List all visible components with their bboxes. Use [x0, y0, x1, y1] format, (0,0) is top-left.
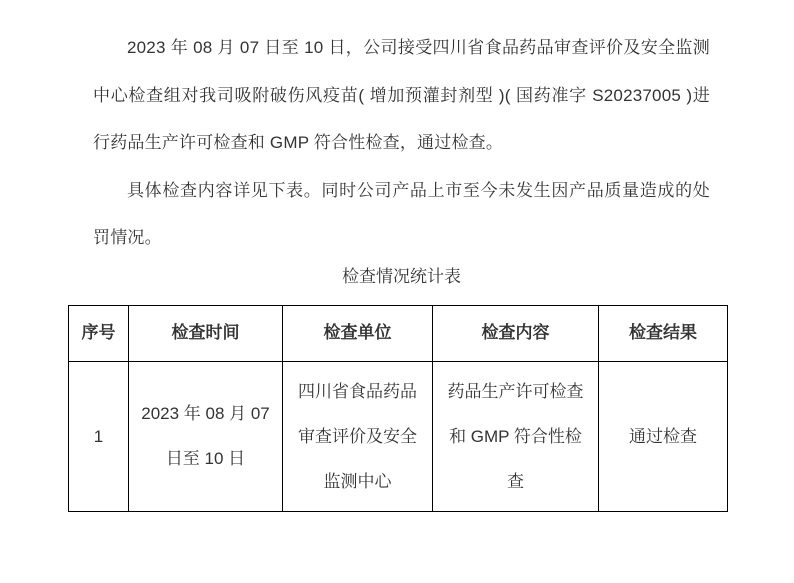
cell-serial-number: 1 [69, 361, 129, 511]
header-serial-number: 序号 [69, 305, 129, 361]
cell-inspection-result: 通过检查 [599, 361, 728, 511]
inspection-statistics-table [68, 305, 728, 512]
cell-inspection-time: 2023 年 08 月 07 日至 10 日 [129, 361, 283, 511]
cell-inspection-content: 药品生产许可检查和 GMP 符合性检查 [433, 361, 599, 511]
header-inspection-unit: 检查单位 [283, 305, 433, 361]
header-inspection-result: 检查结果 [599, 305, 728, 361]
document-text-block [0, 0, 794, 289]
table-header-row [69, 305, 728, 361]
table-data-row [69, 361, 728, 511]
paragraph-additional-note: 具体检查内容详见下表。同时公司产品上市至今未发生因产品质量造成的处罚情况。 [93, 180, 710, 248]
cell-inspection-unit: 四川省食品药品审查评价及安全监测中心 [283, 361, 433, 511]
header-inspection-content: 检查内容 [433, 305, 599, 361]
table-title: 检查情况统计表 [342, 266, 461, 286]
paragraph-inspection-summary: 2023 年 08 月 07 日至 10 日，公司接受四川省食品药品审查评价及安全监测中心检查组对我司吸附破伤风疫苗( 增加预灌封剂型 )( 国药准字 S20237005 )进行药品生产许可检查和 GMP 符合性检查，通过检查。 [93, 38, 710, 153]
header-inspection-time: 检查时间 [129, 305, 283, 361]
